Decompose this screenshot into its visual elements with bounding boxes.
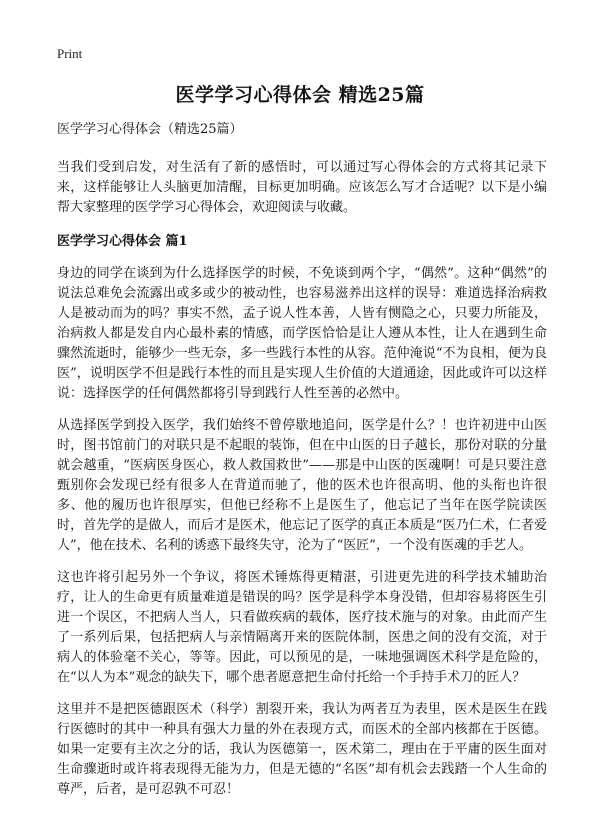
section-heading: 医学学习心得体会 篇1 — [57, 234, 188, 249]
print-link[interactable]: Print — [57, 46, 83, 61]
body-paragraph-4: 这里并不是把医德跟医术（科学）割裂开来，我认为两者互为表里，医术是医生在践行医德时的其中一种具有强大力量的外在表现方式，而医术的全部内核都在于医德。如果一定要有主次之分的话，我认为医德第一，医术第二，理由在于平庸的医生面对生命骤逝时或许将表现得无能为力，但是无德的“名医”却有机会去践踏一个人生命的尊严，后者，是可忍孰不可忍！ — [57, 702, 547, 797]
intro-paragraph: 当我们受到启发，对生活有了新的感悟时，可以通过写心得体会的方式将其记录下来，这样能够让人头脑更加清醒，目标更加明确。应该怎么写才合适呢？以下是小编帮大家整理的医学学习心得体会，欢迎阅读与收藏。 — [57, 160, 547, 215]
article-body — [57, 120, 547, 812]
body-paragraph-3: 这也许将引起另外一个争议，将医术锤炼得更精湛，引进更先进的科学技术辅助治疗，让人的生命更有质量难道是错误的吗？医学是科学本身没错，但却容易将医生引进一个误区，不把病人当人，只看做疾病的载体，医疗技术施与的对象。由此而产生了一系列后果，包括把病人与亲情隔离开来的医院体制，医患之间的没有交流，对于病人的体验毫不关心，等等。因此，可以预见的是，一味地强调医术科学是危险的，在“以人为本”观念的缺失下，哪个患者愿意把生命付托给一个手持手术刀的匠人？ — [57, 570, 547, 685]
body-paragraph-1: 身边的同学在谈到为什么选择医学的时候，不免谈到两个字，“偶然”。这种“偶然”的说法总难免会流露出或多或少的被动性，也容易滋养出这样的误导：难道选择治病救人是被动而为的吗？事实不然，孟子说人性本善，人皆有恻隐之心，只要力所能及，治病救人都是发自内心最朴素的情感，而学医恰恰是让人遵从本性，让人在遇到生命骤然流逝时，能够少一些无奈，多一些践行本性的从容。范仲淹说“不为良相，便为良医”，说明医学不但是践行本性的而且是实现人生价值的大道通途，因此或许可以这样说：选择医学的任何偶然都将引导到践行人性至善的必然中。 — [57, 266, 547, 401]
article-subtitle: 医学学习心得体会（精选25篇） — [57, 122, 243, 137]
page-title: 医学学习心得体会 精选25篇 — [175, 84, 425, 106]
body-paragraph-2: 从选择医学到投入医学，我们始终不曾停歇地追问，医学是什么？！也许初进中山医时，图书馆前门的对联只是不起眼的装饰，但在中山医的日子越长，那份对联的分量就会越重，“医病医身医心，救人救国救世”——那是中山医的医魂啊！可是只要注意甄别你会发现已经有很多人在背道而驰了，他的医术也许很高明、他的头衔也许很多、他的履历也许很厚实，但他已经称不上是医生了，他忘记了当年在医学院读医时，首先学的是做人，而后才是医术，他忘记了医学的真正本质是“医乃仁术，仁者爱人”，他在技术、名利的诱惑下最终失守，沦为了“医匠”，一个没有医魂的手艺人。 — [57, 418, 547, 553]
